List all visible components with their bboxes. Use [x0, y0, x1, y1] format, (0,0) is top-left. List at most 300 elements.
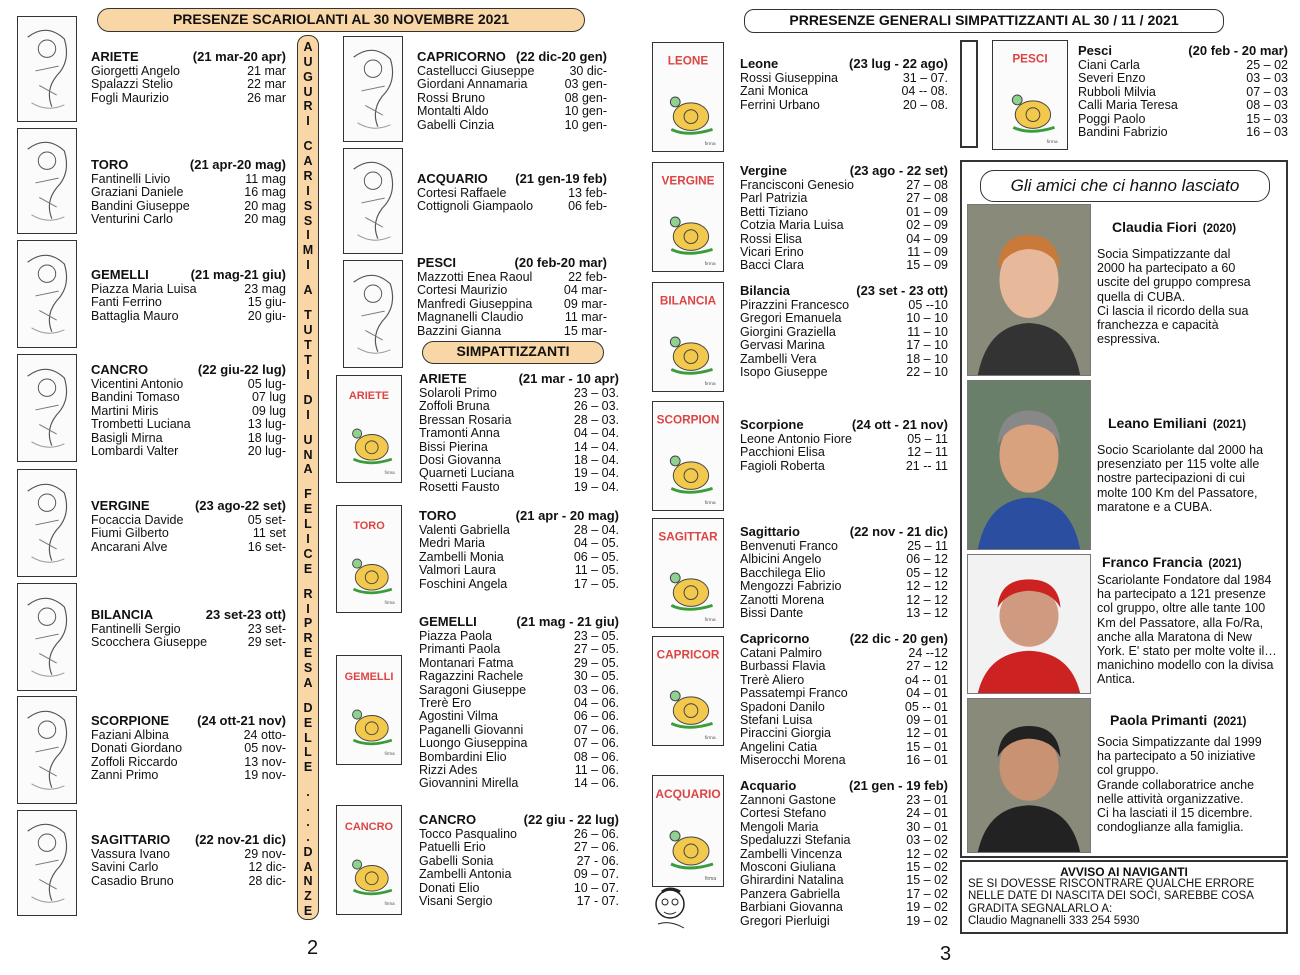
- member-row: [419, 630, 619, 643]
- member-name: Pirazzini Francesco: [740, 299, 850, 312]
- member-name: Scocchera Giuseppe: [91, 636, 208, 650]
- vertical-letter: I: [306, 407, 310, 422]
- member-name: Catani Palmiro: [740, 647, 822, 660]
- svg-text:SAGITTAR: SAGITTAR: [658, 530, 718, 544]
- member-row: [91, 861, 286, 874]
- member-row: [91, 514, 286, 527]
- zodiac-group-sagittario: [91, 833, 286, 888]
- portrait-photo-icon: [967, 204, 1091, 376]
- notice-box: [960, 860, 1288, 934]
- member-row: [740, 594, 948, 607]
- member-date: 25 – 02: [1246, 58, 1288, 72]
- svg-text:firma: firma: [704, 618, 716, 624]
- vertical-letter: S: [303, 198, 313, 213]
- vertical-letter: L: [304, 517, 312, 532]
- member-date: 26 – 06.: [573, 827, 619, 841]
- zodiac-heading: [419, 372, 619, 386]
- memorial-person-name: Paola Primanti: [1110, 712, 1208, 728]
- member-date: 15 mar-: [563, 323, 607, 338]
- member-date: 11 mag: [245, 172, 286, 186]
- member-row: [419, 400, 619, 413]
- member-name: Poggi Paolo: [1078, 112, 1146, 126]
- member-row: [91, 418, 286, 431]
- member-name: Vicari Erino: [740, 246, 804, 260]
- member-name: Patuelli Erio: [419, 841, 486, 855]
- member-date: 16 set-: [247, 539, 286, 554]
- member-name: Miserocchi Morena: [740, 754, 846, 768]
- member-date: 08 – 03: [1246, 98, 1288, 113]
- member-row: [1078, 59, 1288, 72]
- zodiac-heading: [91, 499, 286, 513]
- member-row: [419, 868, 619, 881]
- svg-text:firma: firma: [705, 876, 717, 882]
- zodiac-dates: (21 apr-20 mag): [189, 157, 286, 172]
- member-name: Cortesi Raffaele: [417, 187, 507, 200]
- zodiac-heading: [91, 714, 286, 728]
- vertical-letter: .: [306, 785, 310, 800]
- vertical-letter: Z: [304, 889, 312, 904]
- member-name: Fagioli Roberta: [740, 459, 825, 473]
- member-date: 09 – 07.: [573, 867, 619, 882]
- member-date: 05 – 11: [907, 432, 948, 446]
- member-name: Cotzia Maria Luisa: [740, 219, 844, 233]
- member-date: 11 set: [252, 526, 286, 541]
- member-row: [1078, 72, 1288, 85]
- zodiac-heading: [91, 363, 286, 377]
- member-row: [419, 724, 619, 737]
- zodiac-dates: (21 apr - 20 mag): [515, 508, 619, 523]
- zodiac-sign: GEMELLI: [91, 267, 149, 282]
- general-title: PRRESENZE GENERALI SIMPATTIZZANTI AL 30 / 11 / 2021: [744, 9, 1224, 33]
- member-row: [419, 855, 619, 868]
- memorial-person-name: Leano Emiliani: [1108, 415, 1207, 431]
- member-date: 27 - 06.: [576, 853, 619, 868]
- zodiac-group-gemelli: [91, 268, 286, 323]
- member-name: Lombardi Valter: [91, 445, 179, 459]
- zodiac-heading: [91, 50, 286, 64]
- zodiac-heading: [91, 608, 286, 622]
- vertical-letter: N: [303, 874, 313, 889]
- member-date: 07 – 03: [1246, 84, 1288, 99]
- member-name: Bissi Pierina: [419, 440, 488, 454]
- memorial-box: [960, 160, 1288, 858]
- vertical-letter: T: [304, 337, 312, 352]
- member-row: [419, 684, 619, 697]
- member-date: 26 mar: [247, 90, 286, 105]
- vertical-letter: U: [303, 54, 313, 69]
- member-date: 27 – 08: [906, 178, 948, 192]
- snail-cartoon-icon: [652, 636, 724, 746]
- member-date: 15 – 02: [906, 860, 948, 875]
- zodiac-dates: (23 lug - 22 ago): [849, 56, 948, 71]
- member-date: 29 – 05.: [573, 655, 619, 670]
- zodiac-sketch-icon: [17, 16, 77, 122]
- memorial-year: (2021): [1212, 419, 1247, 431]
- member-row: [417, 65, 607, 78]
- member-date: 27 – 06.: [573, 840, 619, 855]
- portrait-photo-icon: [967, 380, 1091, 550]
- member-name: Dosi Giovanna: [419, 454, 501, 468]
- zodiac-group-capricorno: [740, 632, 948, 768]
- member-name: Cottignoli Giampaolo: [417, 200, 534, 214]
- member-date: 06 feb-: [568, 199, 607, 214]
- member-row: [740, 72, 948, 85]
- member-name: Rizzi Ades: [419, 764, 478, 778]
- zodiac-sketch-icon: [343, 36, 403, 142]
- vertical-letter: A: [303, 462, 313, 477]
- zodiac-sign: CANCRO: [419, 812, 477, 827]
- zodiac-group-scorpione: [91, 714, 286, 783]
- member-name: Angelini Catia: [740, 740, 818, 754]
- member-row: [91, 405, 286, 418]
- zodiac-sketch-icon: [17, 696, 77, 804]
- member-date: 12 – 12: [906, 592, 948, 607]
- member-name: Tramonti Anna: [419, 427, 500, 441]
- vertical-letter: E: [303, 904, 313, 919]
- member-name: Gabelli Sonia: [419, 854, 494, 868]
- member-name: Bandini Tomaso: [91, 391, 180, 405]
- vertical-letter: R: [303, 631, 313, 646]
- svg-text:firma: firma: [384, 750, 395, 756]
- member-date: 10 – 07.: [573, 880, 619, 895]
- member-row: [419, 737, 619, 750]
- zodiac-dates: (21 mag - 21 giu): [516, 614, 619, 629]
- member-name: Tocco Pasqualino: [419, 828, 517, 841]
- member-date: 24 --12: [908, 646, 948, 660]
- member-date: 20 lug-: [247, 444, 286, 459]
- member-date: 05 – 12: [906, 565, 948, 580]
- member-name: Parl Patrizia: [740, 192, 808, 206]
- zodiac-heading: [740, 632, 948, 646]
- member-date: 05 lug-: [247, 377, 286, 391]
- vertical-letter: S: [303, 213, 313, 228]
- zodiac-dates: (21 gen - 19 feb): [849, 778, 948, 793]
- simpatizzanti-title: SIMPATTIZZANTI: [422, 341, 604, 364]
- memorial-name: [1112, 219, 1236, 235]
- member-name: Zambelli Antonia: [419, 868, 512, 882]
- member-name: Piraccini Giorgia: [740, 727, 832, 741]
- member-name: Leone Antonio Fiore: [740, 433, 852, 446]
- member-row: [419, 441, 619, 454]
- member-date: 12 – 01: [906, 726, 948, 741]
- member-row: [740, 861, 948, 874]
- member-row: [740, 233, 948, 246]
- member-name: Burbassi Flavia: [740, 660, 826, 674]
- member-row: [740, 460, 948, 473]
- member-name: Montanari Fatma: [419, 656, 514, 670]
- member-name: Bacci Clara: [740, 259, 804, 273]
- member-row: [740, 299, 948, 312]
- member-row: [91, 756, 286, 769]
- member-date: 23 – 03.: [573, 386, 619, 400]
- vertical-letter: R: [303, 586, 313, 601]
- member-row: [740, 848, 948, 861]
- member-row: [417, 298, 607, 311]
- member-name: Fiumi Gilberto: [91, 527, 169, 541]
- member-name: Solaroli Primo: [419, 387, 497, 400]
- notice-contact: Claudio Magnanelli 333 254 5930: [968, 914, 1140, 927]
- member-date: 13 – 12: [906, 606, 948, 621]
- member-row: [740, 192, 948, 205]
- zodiac-dates: (23 set - 23 ott): [856, 283, 948, 298]
- member-name: Panzera Gabriella: [740, 887, 841, 901]
- member-name: Ragazzini Rachele: [419, 670, 524, 684]
- member-name: Bressan Rosaria: [419, 413, 512, 427]
- snail-cartoon-icon: [336, 805, 402, 915]
- member-name: Basigli Mirna: [91, 431, 163, 445]
- zodiac-dates: (22 dic-20 gen): [515, 49, 607, 64]
- memorial-name: [1102, 554, 1242, 570]
- zodiac-sketch-icon: [17, 583, 77, 691]
- portrait-photo-icon: [967, 698, 1091, 853]
- member-row: [740, 687, 948, 700]
- member-date: 20 giu-: [247, 308, 286, 323]
- zodiac-sign: ACQUARIO: [417, 171, 488, 186]
- member-row: [419, 467, 619, 480]
- zodiac-sign: SCORPIONE: [91, 713, 170, 728]
- zodiac-group-ariete: [91, 50, 286, 105]
- member-name: Agostini Vilma: [419, 710, 498, 724]
- member-name: Fanti Ferrino: [91, 296, 162, 310]
- zodiac-sign: PESCI: [417, 255, 457, 270]
- vertical-letter: D: [303, 392, 313, 407]
- member-date: 28 dic-: [248, 873, 286, 888]
- member-date: 20 mag: [244, 212, 286, 227]
- member-date: 06 – 12: [906, 552, 948, 567]
- vertical-letter: A: [303, 675, 313, 690]
- member-name: Zanni Primo: [91, 769, 159, 783]
- member-date: 24 – 01: [906, 806, 948, 821]
- member-row: [740, 807, 948, 820]
- zodiac-sign: Acquario: [740, 778, 797, 793]
- member-row: [740, 647, 948, 660]
- member-name: Benvenuti Franco: [740, 540, 838, 553]
- memorial-title: Gli amici che ci hanno lasciato: [980, 170, 1270, 202]
- zodiac-dates: (20 feb-20 mar): [514, 255, 607, 270]
- zodiac-sign: BILANCIA: [91, 607, 154, 622]
- zodiac-dates: (24 ott - 21 nov): [851, 417, 948, 432]
- member-name: Donati Giordano: [91, 742, 183, 756]
- member-name: Bazzini Gianna: [417, 324, 502, 338]
- member-date: 20 mag: [244, 198, 286, 213]
- zodiac-sketch-icon: [343, 148, 403, 254]
- member-name: Valmori Laura: [419, 564, 496, 578]
- zodiac-sign: TORO: [91, 157, 129, 172]
- member-date: 19 nov-: [244, 768, 286, 783]
- scariolanti-title: PRESENZE SCARIOLANTI AL 30 NOVEMBRE 2021: [97, 8, 585, 32]
- member-date: 04 – 05.: [573, 536, 619, 551]
- member-name: Giorgini Graziella: [740, 325, 836, 339]
- member-name: Magnanelli Claudio: [417, 311, 524, 325]
- pesci-bar: [960, 40, 978, 148]
- member-date: 09 – 01: [906, 713, 948, 728]
- member-date: 11 – 06.: [574, 763, 619, 778]
- zodiac-group-gemelli: [419, 615, 619, 791]
- member-row: [740, 754, 948, 767]
- vertical-letter: A: [303, 40, 313, 54]
- zodiac-sign: GEMELLI: [419, 614, 477, 629]
- zodiac-heading: [740, 525, 948, 539]
- member-row: [91, 296, 286, 309]
- snail-cartoon-icon: [336, 655, 402, 765]
- member-row: [740, 915, 948, 928]
- member-date: 02 – 09: [906, 218, 948, 233]
- member-row: [740, 580, 948, 593]
- member-date: 04 – 06.: [573, 696, 619, 711]
- zodiac-sketch-icon: [17, 354, 77, 462]
- zodiac-sign: Pesci: [1078, 43, 1112, 58]
- zodiac-heading: [740, 779, 948, 793]
- member-row: [419, 657, 619, 670]
- member-row: [91, 310, 286, 323]
- zodiac-group-bilancia: [740, 284, 948, 379]
- member-row: [91, 636, 286, 649]
- member-name: Rossi Elisa: [740, 232, 802, 246]
- member-name: Passatempi Franco: [740, 687, 848, 701]
- svg-text:ARIETE: ARIETE: [348, 389, 390, 402]
- member-date: 27 – 12: [906, 659, 948, 674]
- member-name: Giorgetti Angelo: [91, 65, 180, 78]
- zodiac-group-bilancia: [91, 608, 286, 650]
- member-name: Francisconi Genesio: [740, 179, 854, 192]
- member-name: Zanotti Morena: [740, 593, 825, 607]
- member-date: 04 – 01: [906, 686, 948, 701]
- member-date: 17 - 07.: [576, 894, 619, 909]
- member-date: 04 -- 08.: [901, 84, 948, 99]
- member-date: 30 – 05.: [573, 669, 619, 684]
- zodiac-group-toro: [419, 509, 619, 591]
- member-name: Bombardini Elio: [419, 750, 507, 764]
- member-date: 15 – 01: [906, 739, 948, 754]
- svg-text:firma: firma: [704, 736, 716, 742]
- svg-text:firma: firma: [704, 501, 716, 507]
- zodiac-group-pesci: [1078, 44, 1288, 139]
- vertical-letter: D: [303, 844, 313, 859]
- member-name: Ciani Carla: [1078, 59, 1140, 72]
- zodiac-heading: [740, 164, 948, 178]
- member-date: 13 lug-: [247, 417, 286, 432]
- member-row: [740, 433, 948, 446]
- member-name: Trerè Ero: [419, 697, 472, 711]
- member-row: [740, 794, 948, 807]
- svg-text:BILANCIA: BILANCIA: [659, 294, 717, 308]
- zodiac-dates: (21 mar-20 apr): [192, 49, 286, 64]
- svg-text:TORO: TORO: [353, 519, 385, 532]
- member-date: 25 – 11: [907, 539, 948, 553]
- zodiac-sign: Leone: [740, 56, 779, 71]
- member-row: [91, 432, 286, 445]
- member-row: [91, 875, 286, 888]
- member-date: 17 – 10: [906, 338, 948, 353]
- vertical-letter: E: [303, 715, 313, 730]
- zodiac-dates: (23 ago - 22 set): [849, 163, 948, 178]
- zodiac-heading: [740, 284, 948, 298]
- zodiac-group-sagittario: [740, 525, 948, 620]
- member-name: Trombetti Luciana: [91, 418, 191, 432]
- zodiac-group-capricorno: [417, 50, 607, 132]
- zodiac-heading: [419, 615, 619, 629]
- vertical-greeting: [297, 35, 319, 920]
- member-name: Zambelli Monia: [419, 550, 504, 564]
- zodiac-dates: (23 ago-22 set): [194, 498, 286, 513]
- zodiac-heading: [417, 172, 607, 186]
- member-date: 29 set-: [247, 635, 286, 650]
- vertical-letter: T: [304, 308, 312, 323]
- member-row: [419, 427, 619, 440]
- member-row: [740, 540, 948, 553]
- member-row: [91, 213, 286, 226]
- member-name: Mengozzi Fabrizio: [740, 580, 842, 594]
- member-row: [417, 284, 607, 297]
- member-date: 15 – 09: [906, 258, 948, 273]
- snail-cartoon-icon: [652, 162, 724, 272]
- member-name: Gregori Pierluigi: [740, 914, 830, 928]
- zodiac-sign: CAPRICORNO: [417, 49, 506, 64]
- member-row: [91, 200, 286, 213]
- vertical-letter: I: [306, 531, 310, 546]
- vertical-letter: E: [303, 760, 313, 775]
- svg-text:firma: firma: [704, 262, 716, 268]
- zodiac-group-toro: [91, 158, 286, 227]
- member-date: 22 mar: [247, 77, 286, 92]
- zodiac-dates: (22 nov-21 dic): [194, 832, 286, 847]
- member-row: [419, 643, 619, 656]
- svg-text:firma: firma: [384, 469, 395, 475]
- member-name: Betti Tiziano: [740, 205, 809, 219]
- vertical-letter: A: [303, 283, 313, 298]
- member-row: [91, 527, 286, 540]
- member-date: 10 – 10: [906, 311, 948, 326]
- member-date: 04 – 09: [906, 231, 948, 246]
- member-date: 18 lug-: [247, 430, 286, 445]
- member-date: 07 – 06.: [573, 736, 619, 751]
- member-row: [419, 414, 619, 427]
- zodiac-sign: Sagittario: [740, 524, 800, 539]
- member-date: 09 lug: [251, 403, 286, 418]
- member-name: Rossi Giuseppina: [740, 72, 838, 85]
- member-name: Piazza Paola: [419, 630, 492, 643]
- snail-cartoon-icon: [336, 375, 402, 483]
- member-row: [740, 660, 948, 673]
- member-row: [417, 200, 607, 213]
- member-row: [740, 901, 948, 914]
- member-row: [740, 353, 948, 366]
- member-date: 11 mar-: [564, 310, 607, 325]
- svg-text:CAPRICOR: CAPRICOR: [656, 648, 720, 662]
- vertical-letter: I: [306, 114, 310, 129]
- member-row: [1078, 126, 1288, 139]
- member-row: [419, 524, 619, 537]
- member-date: 29 nov-: [244, 847, 286, 861]
- notice-line: GRADITA SEGNALARLO A:: [968, 902, 1113, 915]
- zodiac-dates: (24 ott-21 nov): [197, 713, 286, 728]
- member-row: [419, 777, 619, 790]
- member-date: 23 – 05.: [573, 629, 619, 643]
- member-name: Albicini Angelo: [740, 553, 822, 567]
- member-name: Fantinelli Livio: [91, 173, 171, 186]
- zodiac-sketch-icon: [17, 128, 77, 234]
- zodiac-dates: (22 giu-22 lug): [197, 362, 286, 377]
- member-date: 14 – 06.: [573, 776, 619, 791]
- vertical-letter: A: [303, 154, 313, 169]
- zodiac-dates: (21 mar - 10 apr): [518, 371, 619, 386]
- member-name: Rosetti Fausto: [419, 480, 500, 494]
- vertical-letter: R: [303, 99, 313, 114]
- member-date: 17 – 02: [906, 886, 948, 901]
- vertical-letter: .: [306, 815, 310, 830]
- member-date: 22 – 10: [906, 365, 948, 380]
- vertical-letter: M: [302, 243, 314, 258]
